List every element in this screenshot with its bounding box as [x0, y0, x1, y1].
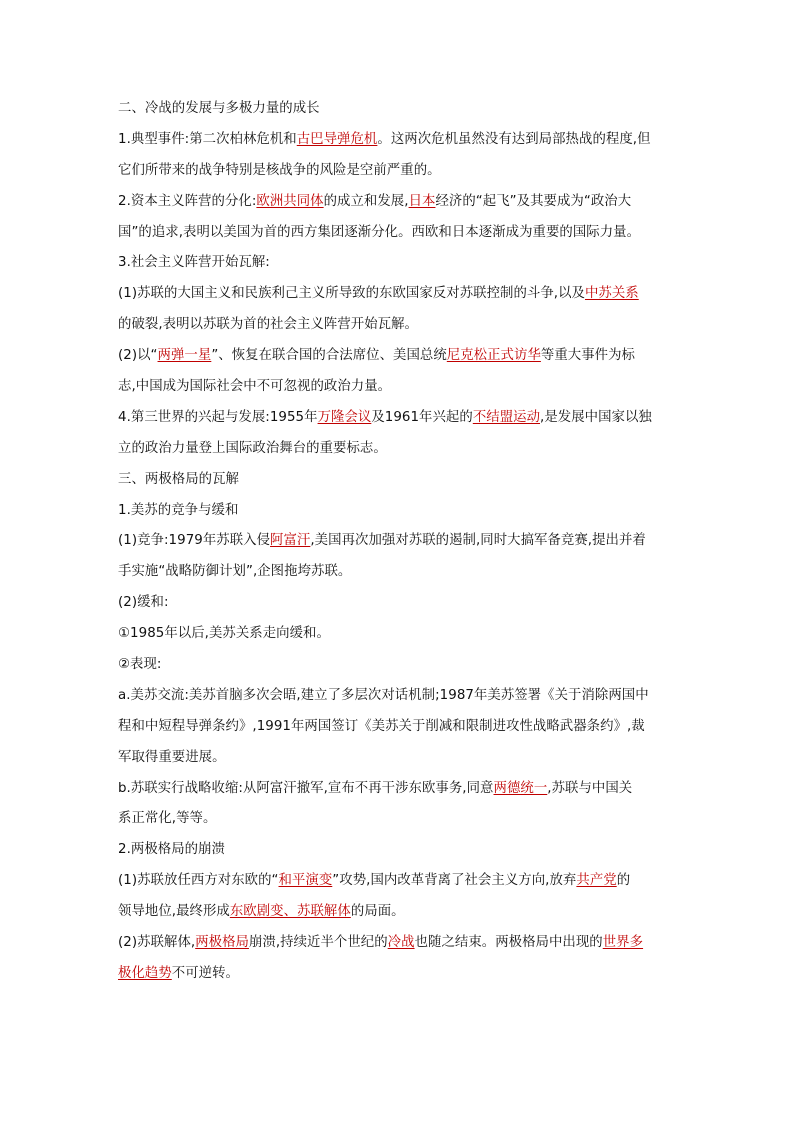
document-body: [118, 94, 678, 990]
text-line: [118, 218, 678, 249]
text-segment: 崩溃,持续近半个世纪的: [248, 935, 388, 951]
text-segment: 2.资本主义阵营的分化:: [118, 193, 257, 209]
text-line: [118, 156, 678, 187]
key-term: 和平演变: [278, 873, 333, 889]
text-line: [118, 187, 678, 218]
text-segment: 程和中短程导弹条约》,1991年两国签订《美苏关于削减和限制进攻性战略武器条约》,裁: [118, 718, 645, 734]
text-segment: 的破裂,表明以苏联为首的社会主义阵营开始瓦解。: [118, 317, 418, 333]
key-term: 尼克松正式访华: [446, 348, 541, 364]
text-segment: 不可逆转。: [171, 965, 239, 981]
text-line: [118, 125, 678, 156]
text-segment: 1.典型事件:第二次柏林危机和: [118, 131, 297, 147]
key-term: 万隆会议: [317, 409, 372, 425]
text-segment: ”攻势,国内改革背离了社会主义方向,放弃: [332, 873, 577, 889]
text-segment: ②表现:: [118, 657, 162, 673]
key-term: 共产党: [576, 873, 617, 889]
text-segment: ①1985年以后,美苏关系走向缓和。: [118, 626, 330, 642]
text-line: [118, 588, 678, 619]
text-line: [118, 650, 678, 681]
text-line: [118, 403, 678, 434]
text-line: [118, 310, 678, 341]
key-term: 两极格局: [195, 935, 249, 951]
text-segment: (2)以“: [118, 348, 158, 364]
text-segment: 军取得重要进展。: [118, 749, 226, 765]
text-line: [118, 928, 678, 959]
text-line: [118, 372, 678, 403]
text-segment: 的成立和发展,: [323, 193, 409, 209]
text-segment: 3.社会主义阵营开始瓦解:: [118, 255, 270, 271]
text-segment: 国”的追求,表明以美国为首的西方集团逐渐分化。西欧和日本逐渐成为重要的国际力量。: [118, 224, 641, 240]
text-segment: 领导地位,最终形成: [118, 904, 230, 920]
text-line: [118, 434, 678, 465]
key-term: 世界多: [602, 935, 644, 951]
text-segment: 也随之结束。两极格局中出现的: [414, 935, 603, 951]
key-term: 东欧剧变、苏联解体: [229, 904, 351, 920]
text-segment: ,苏联与中国关: [547, 780, 633, 796]
text-line: [118, 341, 678, 372]
text-segment: (1)竞争:1979年苏联入侵: [118, 533, 271, 549]
text-line: [118, 557, 678, 588]
text-segment: 的局面。: [350, 904, 405, 920]
text-line: [118, 897, 678, 928]
key-term: 极化趋势: [118, 965, 172, 981]
text-line: [118, 248, 678, 279]
text-segment: 志,中国成为国际社会中不可忽视的政治力量。: [118, 379, 392, 395]
text-line: [118, 959, 678, 990]
key-term: 古巴导弹危机: [296, 131, 378, 147]
text-line: [118, 526, 678, 557]
text-segment: (1)苏联放任西方对东欧的“: [118, 873, 279, 889]
text-line: [118, 712, 678, 743]
text-segment: b.苏联实行战略收缩:从阿富汗撤军,宣布不再干涉东欧事务,同意: [118, 780, 494, 796]
text-segment: 立的政治力量登上国际政治舞台的重要标志。: [118, 440, 387, 456]
text-line: [118, 94, 678, 125]
text-line: [118, 619, 678, 650]
text-segment: (2)苏联解体,: [118, 935, 196, 951]
key-term: 两德统一: [493, 780, 548, 796]
key-term: 欧洲共同体: [256, 193, 324, 209]
text-segment: 及1961年兴起的: [371, 409, 473, 425]
text-segment: 系正常化,等等。: [118, 811, 217, 827]
text-segment: ”、恢复在联合国的合法席位、美国总统: [211, 348, 447, 364]
text-segment: 三、两极格局的瓦解: [118, 471, 239, 487]
key-term: 阿富汗: [270, 533, 311, 549]
text-line: [118, 743, 678, 774]
text-segment: 二、冷战的发展与多极力量的成长: [118, 101, 320, 116]
text-line: [118, 835, 678, 866]
text-line: [118, 804, 678, 835]
text-segment: 手实施“战略防御计划”,企图拖垮苏联。: [118, 564, 352, 580]
key-term: 日本: [408, 193, 436, 209]
key-term: 冷战: [387, 935, 415, 951]
key-term: 不结盟运动: [472, 409, 541, 425]
text-segment: 的: [616, 873, 631, 889]
text-line: [118, 866, 678, 897]
text-segment: ,是发展中国家以独: [540, 409, 652, 425]
text-line: [118, 681, 678, 712]
text-segment: 1.美苏的竞争与缓和: [118, 502, 239, 518]
text-segment: a.美苏交流:美苏首脑多次会晤,建立了多层次对话机制;1987年美苏签署《关于消除两国中: [118, 687, 649, 703]
text-segment: 。这两次危机虽然没有达到局部热战的程度,但: [377, 131, 651, 147]
text-segment: 4.第三世界的兴起与发展:1955年: [118, 409, 318, 425]
text-segment: (2)缓和:: [118, 595, 169, 611]
text-line: [118, 774, 678, 805]
text-segment: 经济的“起飞”及其要成为“政治大: [435, 193, 632, 209]
text-line: [118, 465, 678, 496]
text-segment: 它们所带来的战争特别是核战争的风险是空前严重的。: [118, 162, 441, 178]
text-segment: (1)苏联的大国主义和民族利己主义所导致的东欧国家反对苏联控制的斗争,以及: [118, 286, 585, 302]
text-segment: ,美国再次加强对苏联的遏制,同时大搞军备竞赛,提出并着: [310, 533, 646, 549]
text-line: [118, 496, 678, 527]
text-segment: 2.两极格局的崩溃: [118, 842, 225, 858]
key-term: 中苏关系: [584, 286, 639, 302]
key-term: 两弹一星: [157, 348, 212, 364]
text-line: [118, 279, 678, 310]
text-segment: 等重大事件为标: [540, 348, 635, 364]
